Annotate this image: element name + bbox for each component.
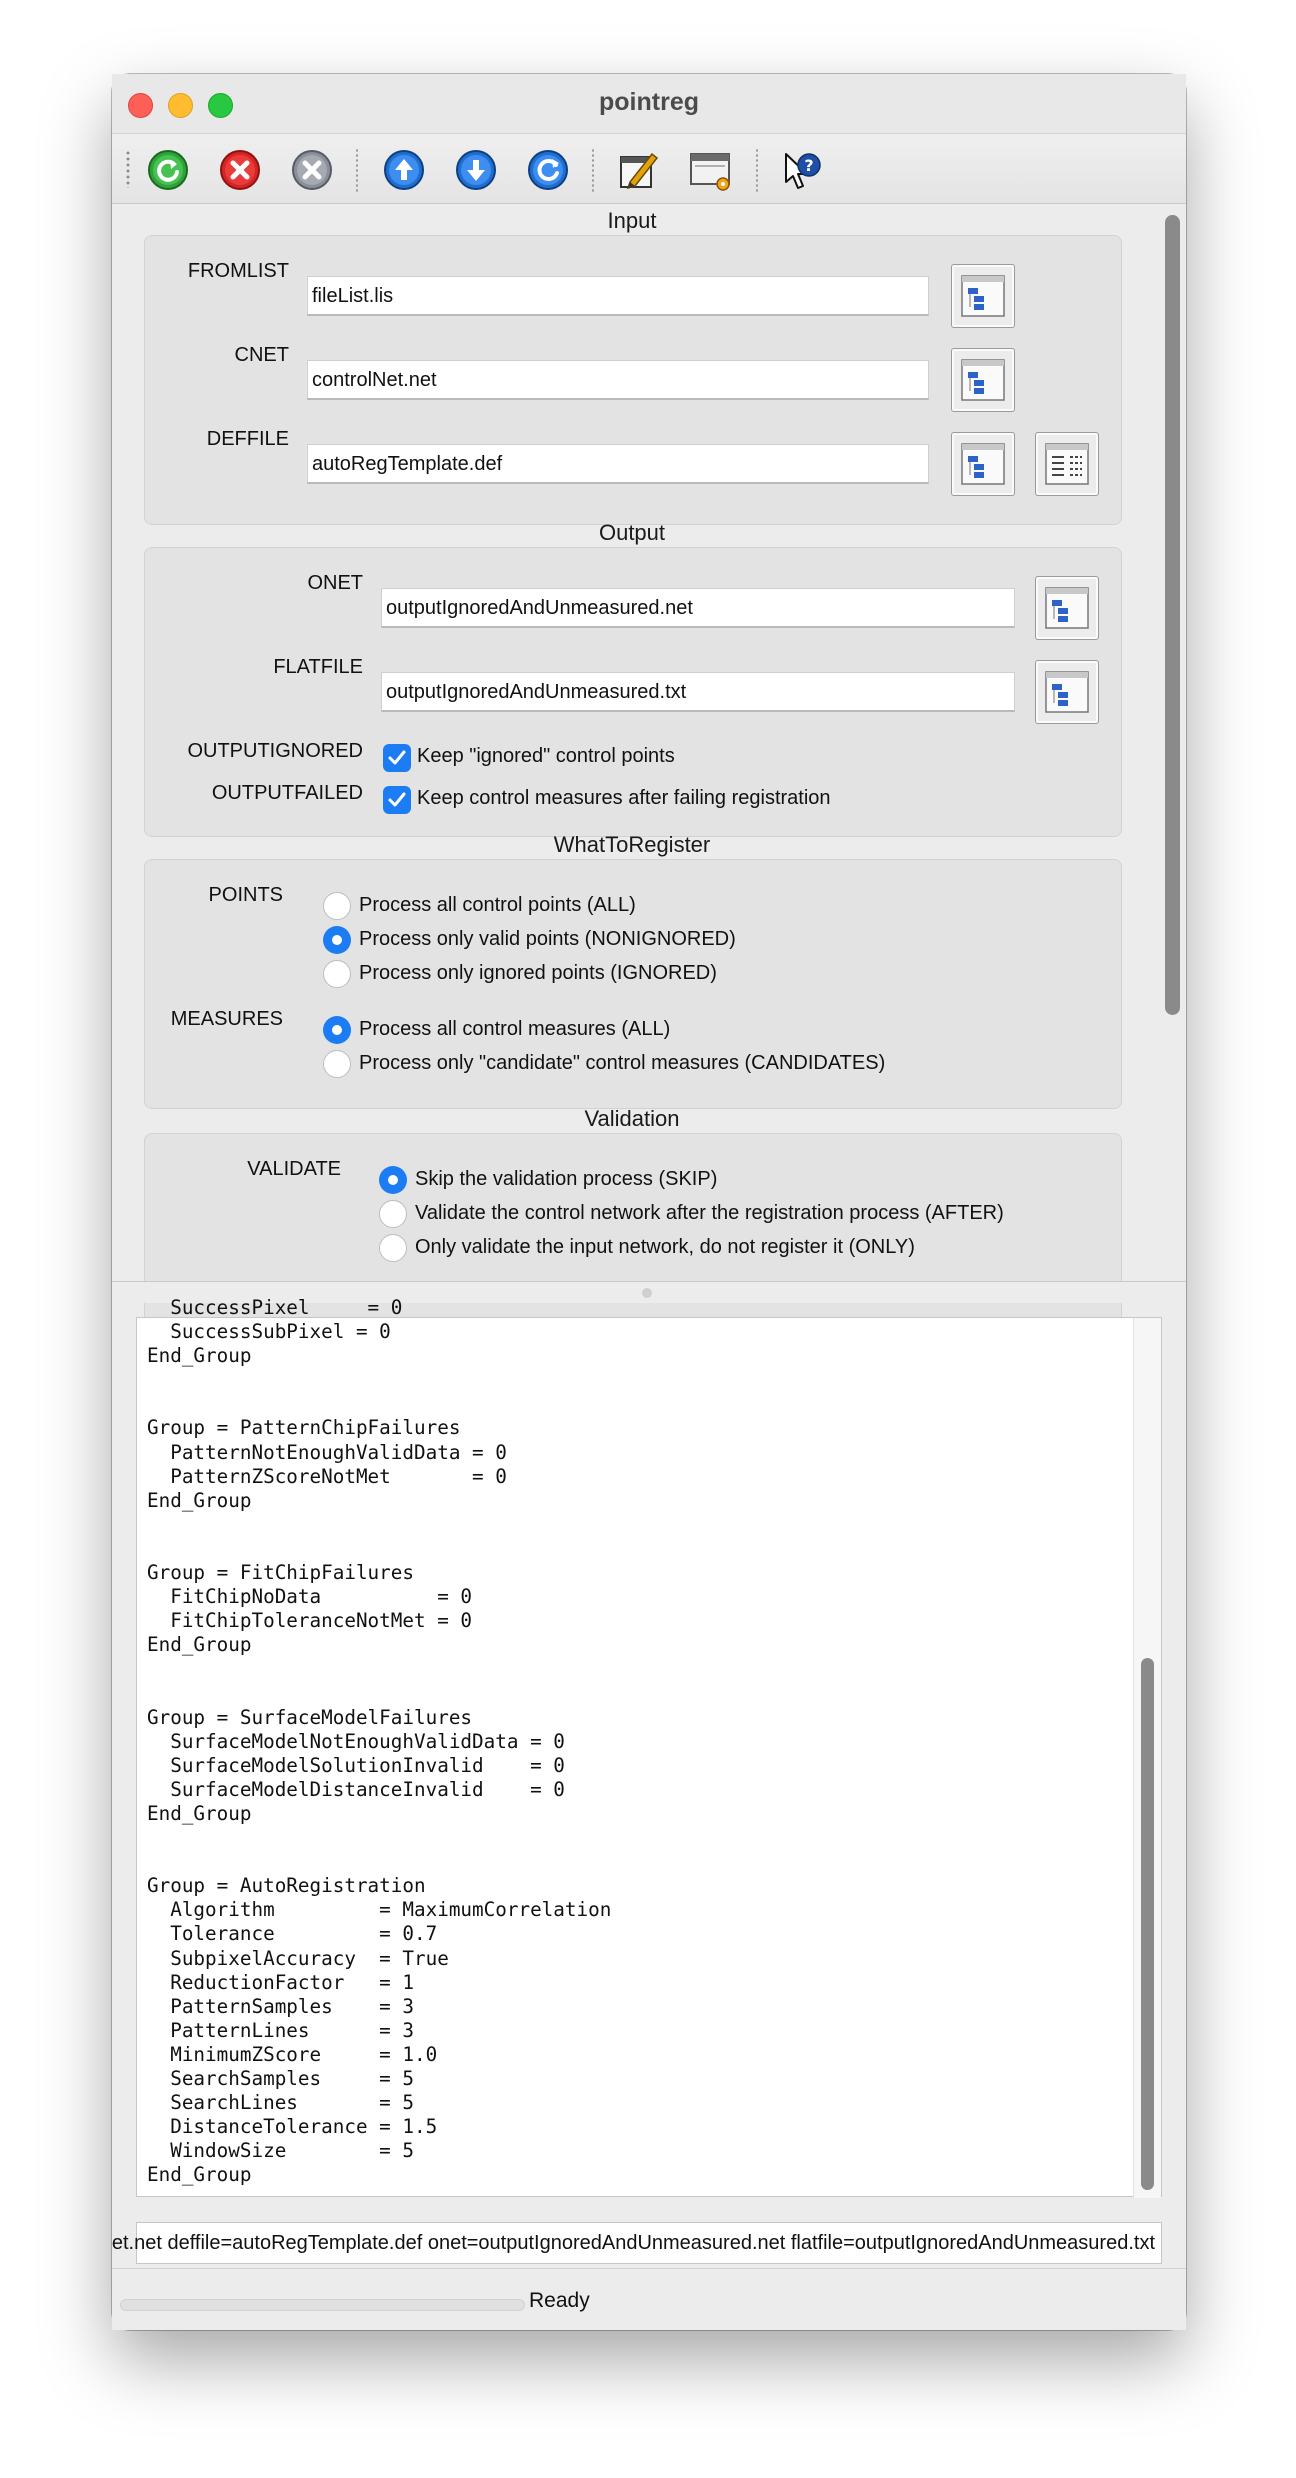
deffile-label: DEFFILE <box>206 428 289 450</box>
toolbar <box>112 134 1186 204</box>
measures-all-radio[interactable] <box>323 1016 351 1044</box>
measures-label: MEASURES <box>170 1008 283 1030</box>
validate-skip-radio[interactable] <box>379 1166 407 1194</box>
log-text: SuccessPixel = 0 SuccessSubPixel = 0 End_Group Group = PatternChipFailures PatternNotEnoughValidData = 0 PatternZScoreNotMet = 0 End_Group Group = FitChipFailures FitChipNoData = 0 FitChipToleranceNotMet = 0 End_Group Group = SurfaceModelFailures SurfaceModelNotEnoughValidData = 0 SurfaceModelSolutionInvalid = 0 SurfaceModelDistanceInvalid = 0 End_Group Group = AutoRegistration Algorithm = MaximumCorrelation Tolerance = 0.7 SubpixelAccuracy = True ReductionFactor = 1 PatternSamples = 3 PatternLines = 3 MinimumZScore = 1.0 SearchSamples = 5 SearchLines = 5 DistanceTolerance = 1.5 WindowSize = 5 End_Group <box>147 1296 612 2187</box>
points-all-radio[interactable] <box>323 892 351 920</box>
outputignored-checkbox[interactable] <box>383 744 411 772</box>
points-all-option-label[interactable]: Process all control points (ALL) <box>359 894 636 916</box>
outputignored-option-label[interactable]: Keep "ignored" control points <box>417 745 675 767</box>
outputfailed-option-label[interactable]: Keep control measures after failing registration <box>417 787 831 809</box>
command-line-field[interactable] <box>111 2222 1162 2264</box>
command-line-text: et.net deffile=autoRegTemplate.def onet=outputIgnoredAndUnmeasured.net flatfile=outputIgnoredAndUnmeasured.txt <box>111 2232 1155 2254</box>
whats-this-button[interactable] <box>778 148 822 192</box>
log-scrollbar-thumb[interactable] <box>1141 1658 1154 2190</box>
stop-icon <box>218 148 262 192</box>
validation-group-title: Validation <box>584 1106 680 1131</box>
toolbar-separator <box>592 148 594 192</box>
window-title: pointreg <box>599 88 699 116</box>
next-history-icon <box>454 148 498 192</box>
points-label: POINTS <box>208 884 283 906</box>
points-nonignored-option-label[interactable]: Process only valid points (NONIGNORED) <box>359 928 736 950</box>
log-output[interactable] <box>136 1296 1162 2197</box>
cnet-label: CNET <box>234 344 289 366</box>
edit-preferences-icon <box>616 148 660 192</box>
next-history-button[interactable] <box>454 148 498 192</box>
deffile-input[interactable]: autoRegTemplate.def <box>307 444 929 484</box>
whats-this-icon <box>778 148 822 192</box>
progress-bar <box>120 2299 525 2311</box>
onet-browse-button[interactable] <box>1035 576 1099 640</box>
reset-button[interactable] <box>526 148 570 192</box>
toggle-panel-button[interactable] <box>688 148 732 192</box>
log-scrollbar[interactable] <box>1133 1318 1161 2198</box>
whattoregister-group <box>144 859 1122 1109</box>
cnet-browse-button[interactable] <box>951 348 1015 412</box>
fromlist-label: FROMLIST <box>187 260 289 282</box>
measures-candidates-radio[interactable] <box>323 1050 351 1078</box>
toggle-panel-icon <box>688 148 732 192</box>
input-group <box>144 235 1122 525</box>
previous-history-icon <box>382 148 426 192</box>
run-icon <box>146 148 190 192</box>
parameter-scrollbar-thumb[interactable] <box>1165 215 1180 1015</box>
output-group <box>144 547 1122 837</box>
flatfile-input[interactable]: outputIgnoredAndUnmeasured.txt <box>381 672 1015 712</box>
exit-icon <box>290 148 334 192</box>
outputfailed-label: OUTPUTFAILED <box>211 782 363 804</box>
flatfile-label: FLATFILE <box>273 656 363 678</box>
stop-button[interactable] <box>218 148 262 192</box>
onet-input[interactable]: outputIgnoredAndUnmeasured.net <box>381 588 1015 628</box>
validate-only-option-label[interactable]: Only validate the input network, do not register it (ONLY) <box>415 1236 915 1258</box>
points-ignored-option-label[interactable]: Process only ignored points (IGNORED) <box>359 962 717 984</box>
validate-only-radio[interactable] <box>379 1234 407 1262</box>
deffile-browse-button[interactable] <box>951 432 1015 496</box>
run-button[interactable] <box>146 148 190 192</box>
file-browse-icon <box>1044 586 1090 630</box>
view-file-icon <box>1044 442 1090 486</box>
validate-label: VALIDATE <box>247 1158 341 1180</box>
validate-skip-option-label[interactable]: Skip the validation process (SKIP) <box>415 1168 718 1190</box>
toolbar-separator <box>756 148 758 192</box>
splitter-handle[interactable] <box>642 1288 652 1298</box>
cnet-input[interactable]: controlNet.net <box>307 360 929 400</box>
fromlist-browse-button[interactable] <box>951 264 1015 328</box>
title-bar <box>112 74 1186 134</box>
measures-candidates-option-label[interactable]: Process only "candidate" control measures (CANDIDATES) <box>359 1052 886 1074</box>
measures-all-option-label[interactable]: Process all control measures (ALL) <box>359 1018 671 1040</box>
checkmark-icon <box>386 747 408 769</box>
flatfile-browse-button[interactable] <box>1035 660 1099 724</box>
checkmark-icon <box>386 789 408 811</box>
previous-history-button[interactable] <box>382 148 426 192</box>
outputfailed-checkbox[interactable] <box>383 786 411 814</box>
toolbar-grip[interactable] <box>126 150 130 188</box>
output-group-title: Output <box>598 520 666 545</box>
status-bar <box>112 2268 1186 2330</box>
app-window <box>112 74 1186 2330</box>
reset-icon <box>526 148 570 192</box>
whattoregister-group-title: WhatToRegister <box>553 832 711 857</box>
edit-preferences-button[interactable] <box>616 148 660 192</box>
onet-label: ONET <box>307 572 363 594</box>
deffile-view-button[interactable] <box>1035 432 1099 496</box>
file-browse-icon <box>960 274 1006 318</box>
toolbar-separator <box>356 148 358 192</box>
status-text: Ready <box>529 2289 590 2312</box>
parameter-scrollbar[interactable] <box>1165 215 1180 1275</box>
fromlist-input[interactable]: fileList.lis <box>307 276 929 316</box>
svg-text:?: ? <box>804 156 814 175</box>
input-group-title: Input <box>607 208 657 233</box>
file-browse-icon <box>960 358 1006 402</box>
points-nonignored-radio[interactable] <box>323 926 351 954</box>
exit-button[interactable] <box>290 148 334 192</box>
file-browse-icon <box>960 442 1006 486</box>
file-browse-icon <box>1044 670 1090 714</box>
parameter-panel <box>112 205 1186 1281</box>
points-ignored-radio[interactable] <box>323 960 351 988</box>
outputignored-label: OUTPUTIGNORED <box>187 740 363 762</box>
validate-after-option-label[interactable]: Validate the control network after the registration process (AFTER) <box>415 1202 1004 1224</box>
validate-after-radio[interactable] <box>379 1200 407 1228</box>
